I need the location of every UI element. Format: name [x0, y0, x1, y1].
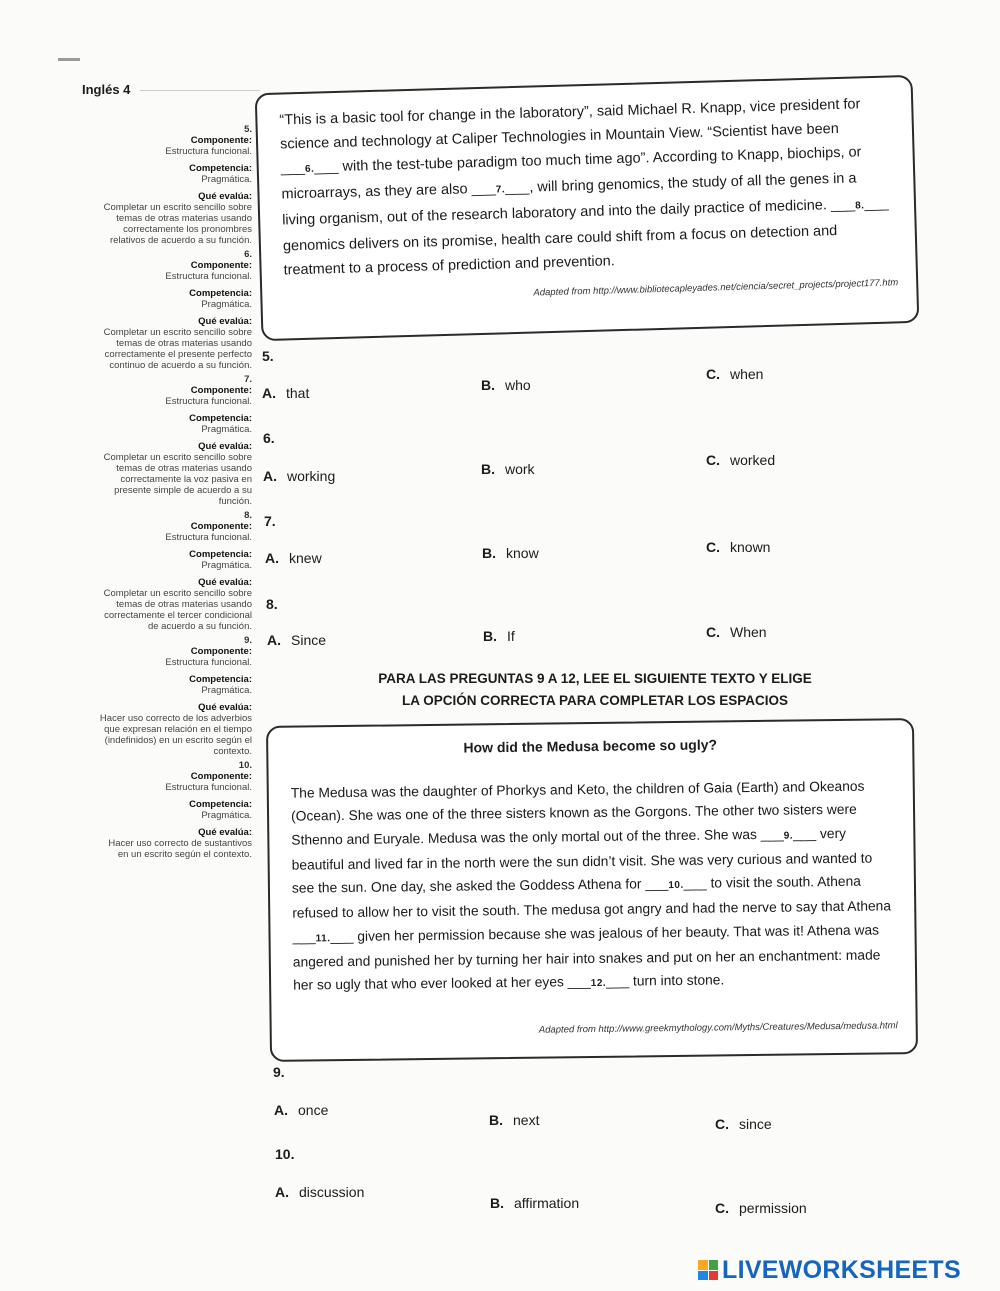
passage-text: genomics delivers on its promise, health care could shift from a focus on detection and treatment to a process of prediction and prevention.	[282, 223, 838, 279]
option-a[interactable]	[275, 1184, 364, 1200]
question-number: 5.	[262, 348, 274, 364]
sidebar-item-7	[96, 374, 252, 507]
sidebar-num: 9.	[244, 635, 252, 646]
question-number: 6.	[263, 430, 275, 446]
passage-text: given her permission because she was jealous of her beauty. That was it! Athena was angered and punished her by turning her hair into snakes and put on her an enchantment: made her so ugly that who ever looked at her eyes	[292, 922, 881, 994]
option-b[interactable]	[482, 545, 539, 561]
sidebar-item-6	[96, 249, 252, 371]
question-number: 10.	[275, 1146, 295, 1162]
blank-9[interactable]: 9.	[783, 830, 794, 842]
sidebar-label: Componente:	[190, 135, 252, 146]
option-letter: A.	[265, 550, 279, 566]
sidebar-text: Pragmática.	[201, 174, 252, 185]
sidebar-text: Pragmática.	[201, 560, 252, 571]
option-text: permission	[739, 1200, 807, 1216]
passage-text: turn into stone.	[632, 972, 725, 989]
option-a[interactable]	[263, 468, 335, 484]
source-citation: Adapted from http://www.greekmythology.com/Myths/Creatures/Medusa/medusa.html	[538, 1020, 898, 1036]
passage-text: “This is a basic tool for change in the laboratory”, said Michael R. Knapp, vice president for science and technology at Caliper Technologies in Mountain View. “Scientist have been	[279, 96, 861, 153]
blank-11[interactable]: 11.	[315, 932, 331, 945]
option-letter: C.	[706, 366, 720, 382]
sidebar-num: 8.	[244, 510, 252, 521]
option-text: since	[739, 1116, 772, 1132]
option-text: working	[287, 468, 336, 484]
option-text: Since	[291, 632, 327, 648]
sidebar-text: Estructura funcional.	[165, 146, 252, 157]
option-text: known	[730, 539, 771, 555]
sidebar-label: Qué evalúa:	[198, 702, 252, 713]
option-letter: A.	[267, 632, 281, 648]
option-letter: C.	[706, 539, 720, 555]
option-b[interactable]	[489, 1112, 539, 1128]
option-letter: B.	[481, 377, 495, 393]
option-b[interactable]	[483, 628, 515, 644]
sidebar-label: Componente:	[190, 646, 252, 657]
sidebar-label: Qué evalúa:	[198, 191, 252, 202]
sidebar-item-10	[96, 760, 252, 860]
option-b[interactable]	[481, 377, 531, 393]
sidebar-num: 5.	[244, 124, 252, 135]
option-letter: B.	[483, 628, 497, 644]
question-number: 7.	[264, 513, 276, 529]
option-text: next	[513, 1112, 540, 1128]
option-c[interactable]	[706, 539, 770, 555]
option-c[interactable]	[706, 624, 767, 640]
sidebar-label: Qué evalúa:	[198, 316, 252, 327]
passage-text: with the test-tube paradigm too much time ago”. According to Knapp, biochips, or microarrays, as they are also	[281, 144, 862, 203]
option-letter: A.	[263, 468, 277, 484]
option-text: who	[505, 377, 531, 393]
sidebar	[96, 124, 252, 863]
option-a[interactable]	[265, 550, 322, 566]
sidebar-text: Estructura funcional.	[165, 271, 252, 282]
option-text: work	[505, 461, 535, 477]
option-letter: A.	[274, 1102, 288, 1118]
sidebar-label: Competencia:	[189, 549, 252, 560]
option-letter: A.	[262, 385, 276, 401]
instructions-line: LA OPCIÓN CORRECTA PARA COMPLETAR LOS ESPACIOS	[401, 693, 788, 708]
sidebar-label: Competencia:	[189, 674, 252, 685]
liveworksheets-logo[interactable]	[698, 1256, 961, 1284]
option-text: If	[507, 628, 515, 644]
sidebar-label: Competencia:	[189, 413, 252, 424]
passage-title: How did the Medusa become so ugly?	[463, 736, 718, 756]
sidebar-text: Hacer uso correcto de sustantivos en un escrito según el contexto.	[108, 838, 252, 860]
option-letter: B.	[490, 1195, 504, 1211]
option-letter: C.	[706, 452, 720, 468]
question-number: 9.	[273, 1064, 285, 1080]
option-letter: C.	[715, 1200, 729, 1216]
sidebar-text: Completar un escrito sencillo sobre temas de otras materias usando correctamente el tercer condicional de acuerdo a su función.	[103, 588, 252, 632]
top-rule	[140, 90, 260, 91]
option-b[interactable]	[481, 461, 535, 477]
logo-text: LIVEWORKSHEETS	[722, 1255, 961, 1284]
option-text: discussion	[299, 1184, 365, 1200]
blank-8[interactable]: 8.	[854, 200, 865, 212]
sidebar-num: 10.	[238, 760, 252, 771]
option-text: When	[730, 624, 767, 640]
sidebar-text: Completar un escrito sencillo sobre temas de otras materias usando correctamente la voz pasiva en presente simple de acuerdo a su función.	[103, 452, 252, 507]
passage-text: The Medusa was the daughter of Phorkys and Keto, the children of Gaia (Earth) and Okeanos (Ocean). She was one of the three sisters known as the Gorgons. The other two sisters were Sthenno and Euryale. Medusa was the only mortal out of the three. She was	[290, 778, 865, 848]
sidebar-label: Qué evalúa:	[198, 827, 252, 838]
sidebar-item-5	[96, 124, 252, 246]
passage-2-text: The Medusa was the daughter of Phorkys and Keto, the children of Gaia (Earth) and Okeanos (Ocean). She was one of the three sisters known as the Gorgons. The other two sisters were Sthenno and Euryale. Medusa was the only mortal out of the three. She was ___9.___ very beautiful and lived far in the north were the sun didn’t visit. She was very curious and wanted to see the sun. One day, she asked the Goddess Athena for ___10.___ to visit the south. Athena refused to allow her to visit the south. The medusa got angry and had the nerve to say that Athena ___11.___ given her permission because she was jealous of her beauty. That was it! Athena was angered and punished her by turning her hair into snakes and put on her an enchantment: made her so ugly that who ever looked at her eyes ___12.___ turn into stone.	[290, 778, 892, 994]
passage-text: , will bring genomics, the study of all the genes in a living organism, out of the research laboratory and into the daily practice of medicine.	[282, 170, 857, 229]
option-text: once	[298, 1102, 329, 1118]
option-b[interactable]	[490, 1195, 579, 1211]
option-a[interactable]	[274, 1102, 328, 1118]
option-a[interactable]	[267, 632, 326, 648]
blank-7[interactable]: 7.	[495, 184, 506, 196]
sidebar-label: Qué evalúa:	[198, 577, 252, 588]
sidebar-label: Componente:	[190, 260, 252, 271]
sidebar-text: Completar un escrito sencillo sobre temas de otras materias usando correctamente los pronombres relativos de acuerdo a su función.	[103, 202, 252, 246]
option-c[interactable]	[706, 452, 775, 468]
option-letter: B.	[489, 1112, 503, 1128]
sidebar-item-9	[96, 635, 252, 757]
sidebar-text: Hacer uso correcto de los adverbios que expresan relación en el tiempo (indefinidos) en un escrito según el contexto.	[99, 713, 252, 757]
sidebar-text: Estructura funcional.	[165, 782, 252, 793]
passage-1-text: “This is a basic tool for change in the laboratory”, said Michael R. Knapp, vice president for science and technology at Caliper Technologies in Mountain View. “Scientist have been ___6.___ with the test-tube paradigm too much time ago”. According to Knapp, biochips, or microarrays, as they are also ___7.___, will bring genomics, the study of all the genes in a living organism, out of the research laboratory and into the daily practice of medicine. ___8.___ genomics delivers on its promise, health care could shift from a focus on detection and treatment to a process of prediction and prevention.	[279, 96, 889, 279]
page-label: Inglés 4	[82, 82, 131, 97]
sidebar-text: Estructura funcional.	[165, 532, 252, 543]
sidebar-label: Competencia:	[189, 799, 252, 810]
blank-10[interactable]: 10.	[668, 880, 684, 892]
sidebar-text: Pragmática.	[201, 424, 252, 435]
source-citation: Adapted from http://www.bibliotecapleyades.net/ciencia/secret_projects/project177.htm	[533, 277, 899, 299]
option-a[interactable]	[262, 385, 309, 401]
passage-text: very beautiful and lived far in the north were the sun didn’t visit. She was very curious and wanted to see the sun. One day, she asked the Goddess Athena for	[291, 825, 873, 896]
option-letter: B.	[482, 545, 496, 561]
sidebar-label: Componente:	[190, 385, 252, 396]
sidebar-label: Competencia:	[189, 288, 252, 299]
option-c[interactable]	[706, 366, 763, 382]
sidebar-label: Componente:	[190, 771, 252, 782]
option-text: worked	[730, 452, 776, 468]
blank-6[interactable]: 6.	[304, 163, 315, 175]
sidebar-text: Pragmática.	[201, 299, 252, 310]
sidebar-text: Estructura funcional.	[165, 396, 252, 407]
sidebar-num: 6.	[244, 249, 252, 260]
option-letter: C.	[715, 1116, 729, 1132]
sidebar-text: Completar un escrito sencillo sobre temas de otras materias usando correctamente el presente perfecto continuo de acuerdo a su función.	[103, 327, 252, 371]
sidebar-label: Competencia:	[189, 163, 252, 174]
instructions	[300, 668, 890, 712]
scan-mark	[58, 58, 80, 61]
option-text: knew	[289, 550, 322, 566]
sidebar-num: 7.	[244, 374, 252, 385]
passage-box-1	[255, 75, 920, 341]
option-letter: C.	[706, 624, 720, 640]
sidebar-label: Qué evalúa:	[198, 441, 252, 452]
sidebar-item-8	[96, 510, 252, 632]
logo-icon	[698, 1260, 718, 1280]
blank-12[interactable]: 12.	[590, 978, 607, 990]
sidebar-text: Estructura funcional.	[165, 657, 252, 668]
sidebar-text: Pragmática.	[201, 810, 252, 821]
passage-box-2	[266, 718, 918, 1062]
option-letter: A.	[275, 1184, 289, 1200]
option-text: know	[506, 545, 539, 561]
option-text: when	[730, 366, 764, 382]
option-letter: B.	[481, 461, 495, 477]
option-text: that	[286, 385, 310, 401]
passage-text: to visit the south. Athena refused to allow her to visit the south. The medusa got angry and had the nerve to say that Athena	[292, 873, 892, 922]
question-number: 8.	[266, 596, 278, 612]
option-text: affirmation	[514, 1195, 580, 1211]
option-c[interactable]	[715, 1200, 807, 1216]
option-c[interactable]	[715, 1116, 772, 1132]
instructions-line: PARA LAS PREGUNTAS 9 A 12, LEE EL SIGUIENTE TEXTO Y ELIGE	[378, 671, 812, 686]
sidebar-label: Componente:	[190, 521, 252, 532]
sidebar-text: Pragmática.	[201, 685, 252, 696]
